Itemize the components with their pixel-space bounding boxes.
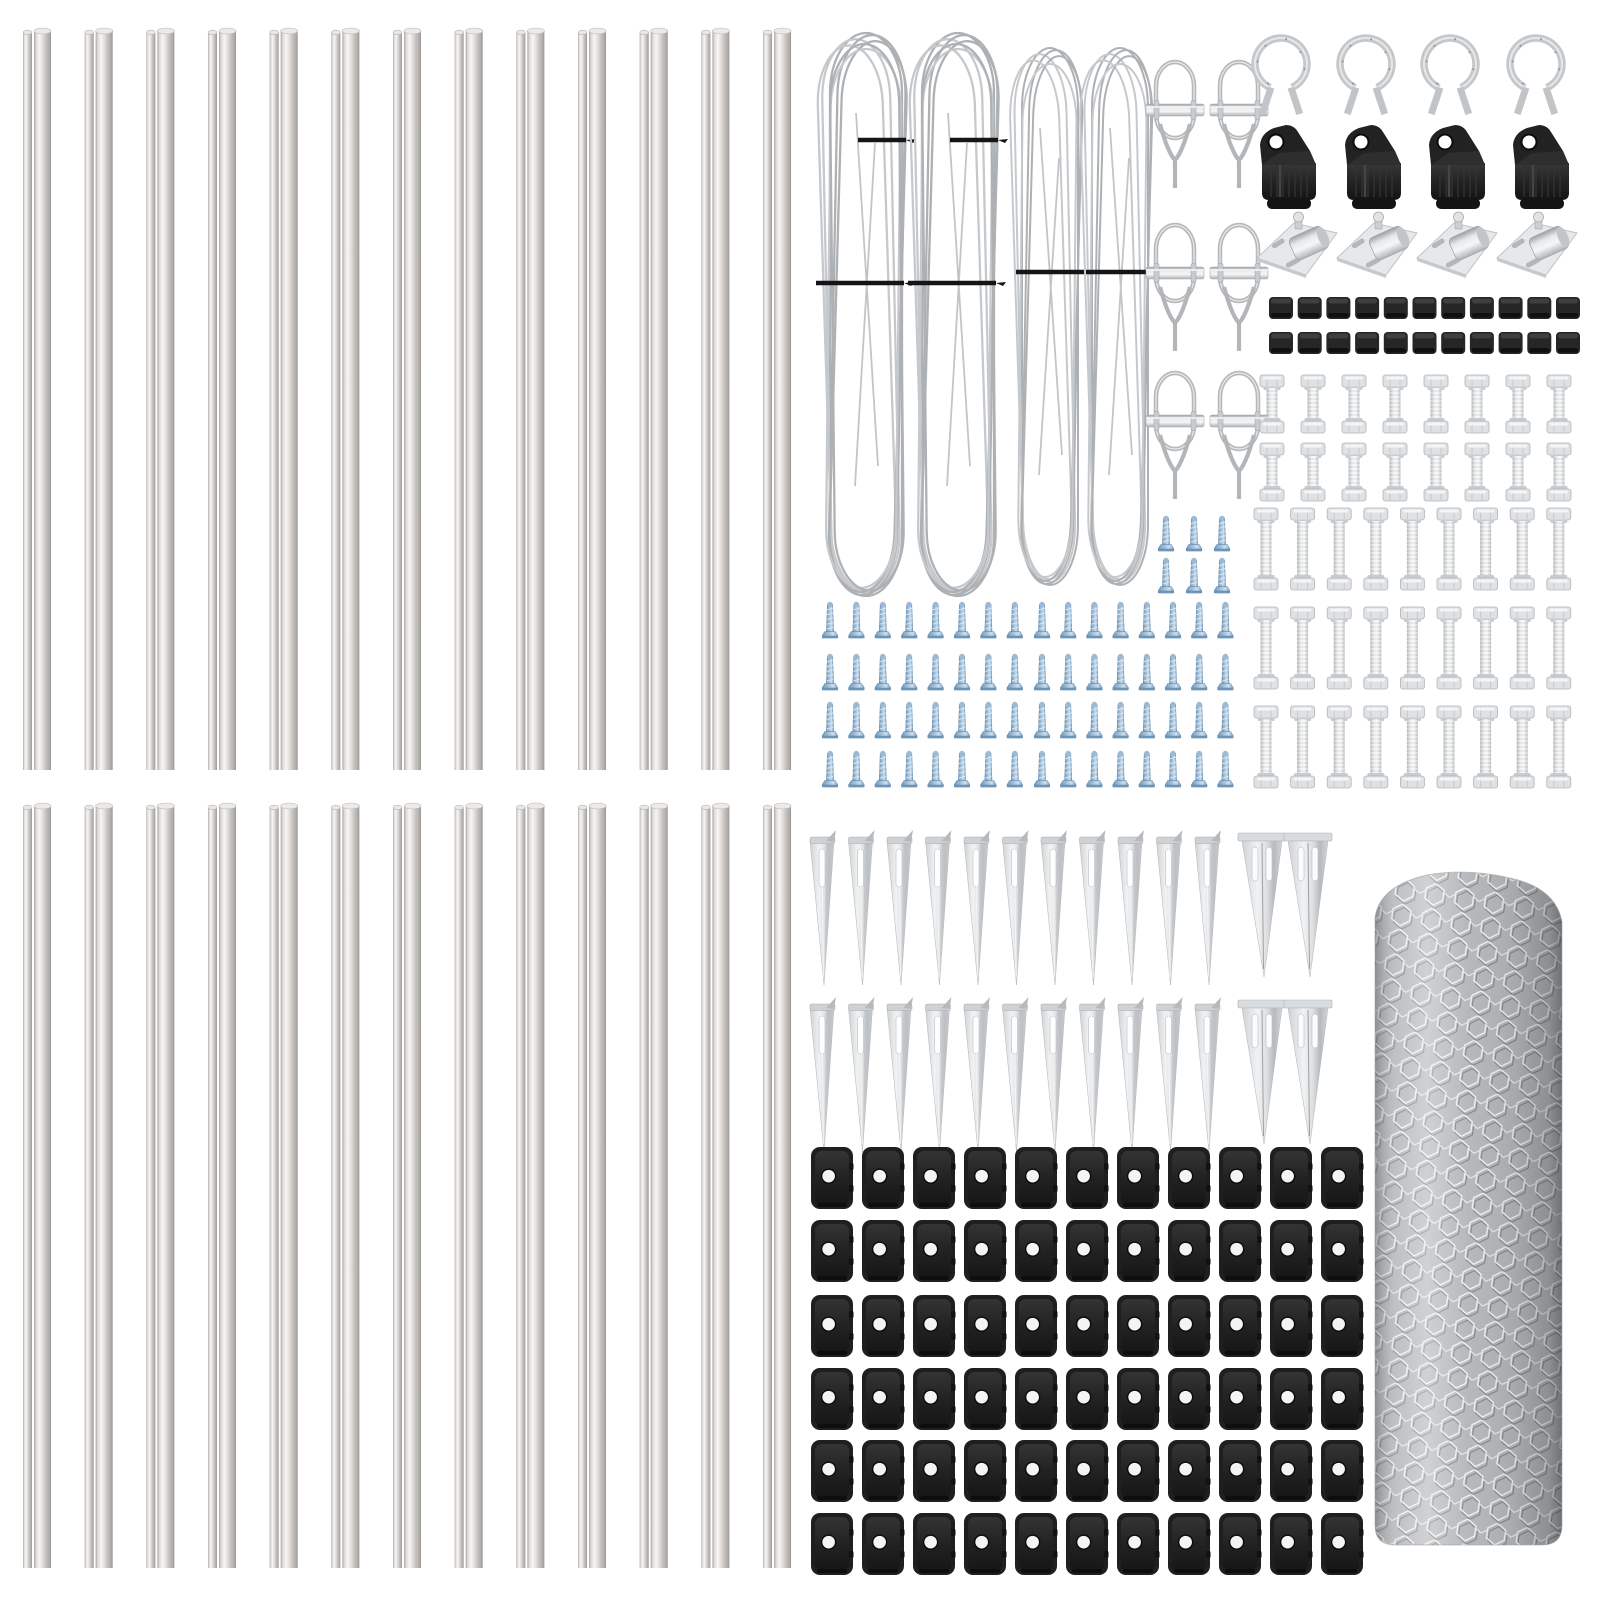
black-mesh-clip [862, 1295, 905, 1357]
self-tapping-screw [1034, 602, 1050, 639]
fence-post-pair [270, 28, 298, 770]
black-square-cap [1499, 332, 1523, 354]
hex-bolt-with-nut [1301, 443, 1325, 501]
black-mesh-clip [964, 1220, 1007, 1282]
black-mesh-clip [811, 1220, 854, 1282]
ground-anchor-spike [1195, 997, 1221, 1152]
hex-bolt-with-nut [1400, 508, 1424, 590]
self-tapping-screw [1007, 751, 1023, 788]
fence-post-pair [701, 28, 729, 770]
hex-bolt-with-nut [1437, 508, 1461, 590]
self-tapping-screw [1191, 602, 1207, 639]
ground-anchor-spike [810, 830, 836, 985]
self-tapping-screw [1214, 516, 1230, 552]
black-mesh-clip [1066, 1513, 1109, 1575]
hex-bolt-with-nut [1474, 508, 1498, 590]
fence-post-pair [208, 28, 236, 770]
black-square-cap [1527, 332, 1551, 354]
black-mesh-clip [1168, 1513, 1211, 1575]
self-tapping-screw [822, 602, 838, 639]
self-tapping-screw [954, 654, 970, 691]
black-mesh-clip [1219, 1513, 1262, 1575]
black-eye-post-cap [1513, 125, 1569, 209]
self-tapping-screw [954, 602, 970, 639]
black-mesh-clip [1270, 1440, 1313, 1502]
black-square-cap [1470, 297, 1494, 319]
hex-bolt-with-nut [1327, 607, 1351, 689]
black-square-cap [1326, 297, 1350, 319]
black-mesh-clip [1066, 1147, 1109, 1209]
hex-bolt-with-nut [1474, 607, 1498, 689]
self-tapping-screw [1217, 702, 1233, 739]
fence-post-pair [516, 28, 544, 770]
ground-anchor-spike [1003, 997, 1029, 1152]
black-mesh-clip [1168, 1295, 1211, 1357]
black-mesh-clip [862, 1220, 905, 1282]
black-mesh-clip [862, 1440, 905, 1502]
clamp-base-plate [1417, 212, 1497, 278]
fence-post-pair [701, 803, 729, 1568]
self-tapping-screw [901, 602, 917, 639]
fence-posts-top-group [23, 28, 791, 770]
self-tapping-screw [1112, 654, 1128, 691]
self-tapping-screw [980, 702, 996, 739]
black-mesh-clip [964, 1147, 1007, 1209]
self-tapping-screw [1217, 602, 1233, 639]
ground-anchor-spike [1080, 830, 1106, 985]
black-mesh-clip [862, 1368, 905, 1430]
black-square-cap [1470, 332, 1494, 354]
black-mesh-clip [964, 1368, 1007, 1430]
black-eye-post-cap [1429, 125, 1485, 209]
black-square-cap [1556, 297, 1580, 319]
black-mesh-clip [1117, 1220, 1160, 1282]
black-mesh-clip [1066, 1220, 1109, 1282]
self-tapping-screw [1086, 751, 1102, 788]
black-mesh-clip [1321, 1147, 1364, 1209]
self-tapping-screw [1086, 654, 1102, 691]
wire-tensioner-loop [1210, 225, 1268, 351]
fence-posts-bottom-group [23, 803, 791, 1568]
fence-post-pair [455, 28, 483, 770]
black-mesh-clip [1015, 1513, 1058, 1575]
black-mesh-clip [1168, 1440, 1211, 1502]
omega-pipe-clamp [1510, 38, 1562, 114]
fence-post-pair [208, 803, 236, 1568]
black-mesh-clip [1219, 1147, 1262, 1209]
black-square-cap [1269, 332, 1293, 354]
ground-anchor-spike-front [1238, 833, 1286, 977]
hex-bolt-with-nut [1364, 706, 1388, 788]
self-tapping-screw [848, 602, 864, 639]
black-square-cap [1298, 297, 1322, 319]
black-mesh-clip [1168, 1147, 1211, 1209]
ground-anchor-spike [1041, 997, 1067, 1152]
wire-tensioner-loop [1210, 373, 1268, 499]
black-mesh-clip [1270, 1368, 1313, 1430]
black-mesh-clip [1219, 1440, 1262, 1502]
hex-bolt-with-nut [1506, 375, 1530, 433]
self-tapping-screw [1086, 702, 1102, 739]
fence-post-pair [578, 28, 606, 770]
hex-bolt-with-nut [1437, 607, 1461, 689]
self-tapping-screw [875, 654, 891, 691]
black-square-cap [1413, 297, 1437, 319]
hex-bolt-with-nut [1291, 706, 1315, 788]
ground-anchor-spike [849, 830, 875, 985]
black-mesh-clip [913, 1368, 956, 1430]
black-mesh-clip [1066, 1368, 1109, 1430]
black-mesh-clip [913, 1295, 956, 1357]
hex-bolt-with-nut [1342, 443, 1366, 501]
tension-wire-coil-thick [816, 33, 916, 596]
fence-post-pair [640, 803, 668, 1568]
hex-bolt-with-nut [1254, 706, 1278, 788]
hex-bolt-with-nut [1327, 706, 1351, 788]
self-tapping-screw [848, 654, 864, 691]
ground-anchor-spike [1118, 830, 1144, 985]
self-tapping-screw [1214, 558, 1230, 594]
self-tapping-screw [1112, 751, 1128, 788]
self-tapping-screw [875, 602, 891, 639]
self-tapping-screw [1086, 602, 1102, 639]
hex-bolt-with-nut [1437, 706, 1461, 788]
ground-anchor-spike [1118, 997, 1144, 1152]
fence-post-pair [23, 803, 51, 1568]
self-tapping-screw [1191, 654, 1207, 691]
hex-bolt-with-nut [1400, 706, 1424, 788]
hex-bolt-with-nut [1364, 508, 1388, 590]
self-tapping-screw [927, 602, 943, 639]
self-tapping-screw [822, 702, 838, 739]
hex-bolt-with-nut [1291, 508, 1315, 590]
black-mesh-clip [964, 1513, 1007, 1575]
hex-bolt-with-nut [1547, 607, 1571, 689]
self-tapping-screw [1139, 702, 1155, 739]
self-tapping-screw [954, 751, 970, 788]
black-mesh-clip [1066, 1295, 1109, 1357]
self-tapping-screw [848, 702, 864, 739]
self-tapping-screw [901, 654, 917, 691]
black-mesh-clip [964, 1295, 1007, 1357]
black-mesh-clip [913, 1440, 956, 1502]
ground-anchor-spike [1041, 830, 1067, 985]
self-tapping-screw [1060, 602, 1076, 639]
hex-bolt-with-nut [1383, 375, 1407, 433]
black-mesh-clip [862, 1147, 905, 1209]
black-mesh-clip [964, 1440, 1007, 1502]
fence-post-pair [331, 28, 359, 770]
self-tapping-screw [1139, 602, 1155, 639]
self-tapping-screw [1034, 702, 1050, 739]
fence-post-pair [85, 803, 113, 1568]
hex-bolt-with-nut [1465, 443, 1489, 501]
ground-anchor-spike [964, 830, 990, 985]
hex-bolt-with-nut [1254, 508, 1278, 590]
self-tapping-screw [980, 654, 996, 691]
black-mesh-clip [1321, 1368, 1364, 1430]
black-square-cap [1384, 297, 1408, 319]
tension-wire-coil-thick [908, 33, 1008, 596]
self-tapping-screw [1217, 654, 1233, 691]
self-tapping-screw [875, 702, 891, 739]
ground-anchor-spike [887, 830, 913, 985]
black-mesh-clip [811, 1295, 854, 1357]
black-mesh-clip [1321, 1220, 1364, 1282]
ground-anchor-spike [1157, 997, 1183, 1152]
hex-bolt-with-nut [1254, 607, 1278, 689]
black-square-cap [1326, 332, 1350, 354]
black-square-cap [1556, 332, 1580, 354]
black-square-cap [1499, 297, 1523, 319]
hex-bolt-with-nut [1364, 607, 1388, 689]
self-tapping-screw [1060, 654, 1076, 691]
clamp-base-plate [1257, 212, 1337, 278]
ground-anchor-spike-front [1284, 833, 1332, 977]
hex-bolt-with-nut [1301, 375, 1325, 433]
black-mesh-clip [811, 1440, 854, 1502]
black-mesh-clip [1168, 1220, 1211, 1282]
fence-post-pair [270, 803, 298, 1568]
omega-pipe-clamp [1424, 38, 1476, 114]
self-tapping-screw [1158, 516, 1174, 552]
self-tapping-screw [901, 702, 917, 739]
ground-anchor-spike-front [1284, 1000, 1332, 1144]
black-square-cap [1441, 332, 1465, 354]
black-mesh-clip [1015, 1440, 1058, 1502]
black-mesh-clip [1270, 1513, 1313, 1575]
self-tapping-screw [980, 751, 996, 788]
self-tapping-screw [1007, 602, 1023, 639]
ground-anchor-spike-front [1238, 1000, 1286, 1144]
fence-post-pair [578, 803, 606, 1568]
omega-pipe-clamp [1255, 38, 1307, 114]
black-mesh-clip [913, 1147, 956, 1209]
self-tapping-screw [848, 751, 864, 788]
self-tapping-screw [1139, 751, 1155, 788]
self-tapping-screw [1007, 654, 1023, 691]
black-square-cap [1441, 297, 1465, 319]
self-tapping-screw [1060, 702, 1076, 739]
clamp-base-plate [1337, 212, 1417, 278]
fence-post-pair [23, 28, 51, 770]
fence-post-pair [763, 803, 791, 1568]
black-mesh-clip [1321, 1295, 1364, 1357]
fence-post-pair [393, 28, 421, 770]
hex-bolt-with-nut [1383, 443, 1407, 501]
ground-anchor-spike [964, 997, 990, 1152]
hex-bolt-with-nut [1547, 706, 1571, 788]
self-tapping-screw [927, 702, 943, 739]
black-mesh-clip [1117, 1440, 1160, 1502]
ground-anchor-spike [926, 997, 952, 1152]
black-square-cap [1384, 332, 1408, 354]
black-mesh-clip [811, 1368, 854, 1430]
wire-tensioner-loop [1146, 373, 1204, 499]
black-mesh-clip [913, 1220, 956, 1282]
self-tapping-screw [1007, 702, 1023, 739]
hex-bolt-with-nut [1260, 443, 1284, 501]
black-mesh-clip [1219, 1368, 1262, 1430]
black-mesh-clip [1117, 1147, 1160, 1209]
self-tapping-screw [1186, 516, 1202, 552]
self-tapping-screw [1112, 602, 1128, 639]
self-tapping-screw [1158, 558, 1174, 594]
omega-pipe-clamp [1340, 38, 1392, 114]
black-mesh-clip [1015, 1220, 1058, 1282]
self-tapping-screw [1060, 751, 1076, 788]
black-mesh-clip [1066, 1440, 1109, 1502]
fence-post-pair [85, 28, 113, 770]
self-tapping-screw [1112, 702, 1128, 739]
hex-bolt-with-nut [1424, 443, 1448, 501]
hex-bolt-with-nut [1400, 607, 1424, 689]
hex-bolt-with-nut [1506, 443, 1530, 501]
black-square-cap [1298, 332, 1322, 354]
hex-bolt-with-nut [1510, 706, 1534, 788]
hex-bolt-with-nut [1465, 375, 1489, 433]
self-tapping-screw [1034, 751, 1050, 788]
hex-bolt-with-nut [1547, 443, 1571, 501]
ground-anchor-spike [1003, 830, 1029, 985]
fence-post-pair [146, 28, 174, 770]
ground-anchor-spike [926, 830, 952, 985]
fence-post-pair [393, 803, 421, 1568]
black-mesh-clip [862, 1513, 905, 1575]
black-mesh-clip [1321, 1440, 1364, 1502]
black-mesh-clip [811, 1513, 854, 1575]
black-square-cap [1413, 332, 1437, 354]
hex-bolt-with-nut [1260, 375, 1284, 433]
black-mesh-clip [1270, 1295, 1313, 1357]
hex-bolt-with-nut [1510, 607, 1534, 689]
self-tapping-screw [1165, 654, 1181, 691]
fence-post-pair [455, 803, 483, 1568]
self-tapping-screw [875, 751, 891, 788]
ground-anchor-spike [1195, 830, 1221, 985]
hex-bolt-with-nut [1547, 375, 1571, 433]
black-eye-post-cap [1260, 125, 1316, 209]
self-tapping-screw [1191, 751, 1207, 788]
hex-bolt-with-nut [1327, 508, 1351, 590]
wire-tensioner-loop [1146, 225, 1204, 351]
self-tapping-screw [927, 654, 943, 691]
self-tapping-screw [1165, 702, 1181, 739]
black-mesh-clip [913, 1513, 956, 1575]
self-tapping-screw [822, 751, 838, 788]
self-tapping-screw [1186, 558, 1202, 594]
black-mesh-clip [811, 1147, 854, 1209]
black-eye-post-cap [1345, 125, 1401, 209]
black-mesh-clip [1270, 1220, 1313, 1282]
black-square-cap [1355, 297, 1379, 319]
black-mesh-clip [1117, 1368, 1160, 1430]
black-square-cap [1269, 297, 1293, 319]
black-mesh-clip [1168, 1368, 1211, 1430]
ground-anchor-spike [810, 997, 836, 1152]
black-mesh-clip [1270, 1147, 1313, 1209]
self-tapping-screw [1139, 654, 1155, 691]
self-tapping-screw [822, 654, 838, 691]
fence-post-pair [516, 803, 544, 1568]
black-square-cap [1527, 297, 1551, 319]
self-tapping-screw [1217, 751, 1233, 788]
black-square-cap [1355, 332, 1379, 354]
clamp-base-plate [1497, 212, 1577, 278]
wire-tensioner-loop [1146, 62, 1204, 188]
self-tapping-screw [927, 751, 943, 788]
self-tapping-screw [1165, 751, 1181, 788]
self-tapping-screw [901, 751, 917, 788]
fence-post-pair [640, 28, 668, 770]
self-tapping-screw [1034, 654, 1050, 691]
self-tapping-screw [954, 702, 970, 739]
black-mesh-clip [1117, 1513, 1160, 1575]
hex-bolt-with-nut [1547, 508, 1571, 590]
hexagonal-wire-mesh-roll [1375, 872, 1562, 1545]
hex-bolt-with-nut [1474, 706, 1498, 788]
black-mesh-clip [1015, 1295, 1058, 1357]
hex-bolt-with-nut [1291, 607, 1315, 689]
black-mesh-clip [1015, 1147, 1058, 1209]
self-tapping-screw [980, 602, 996, 639]
ground-anchor-spike [887, 997, 913, 1152]
self-tapping-screw [1165, 602, 1181, 639]
self-tapping-screw [1191, 702, 1207, 739]
black-mesh-clip [1219, 1295, 1262, 1357]
hex-bolt-with-nut [1510, 508, 1534, 590]
black-mesh-clip [1015, 1368, 1058, 1430]
hex-bolt-with-nut [1342, 375, 1366, 433]
fence-post-pair [146, 803, 174, 1568]
fence-post-pair [331, 803, 359, 1568]
ground-anchor-spike [849, 997, 875, 1152]
black-mesh-clip [1117, 1295, 1160, 1357]
black-mesh-clip [1219, 1220, 1262, 1282]
ground-anchor-spike [1080, 997, 1106, 1152]
ground-anchor-spike [1157, 830, 1183, 985]
fence-post-pair [763, 28, 791, 770]
tension-wire-coil-thin [1078, 48, 1164, 585]
hex-bolt-with-nut [1424, 375, 1448, 433]
black-mesh-clip [1321, 1513, 1364, 1575]
